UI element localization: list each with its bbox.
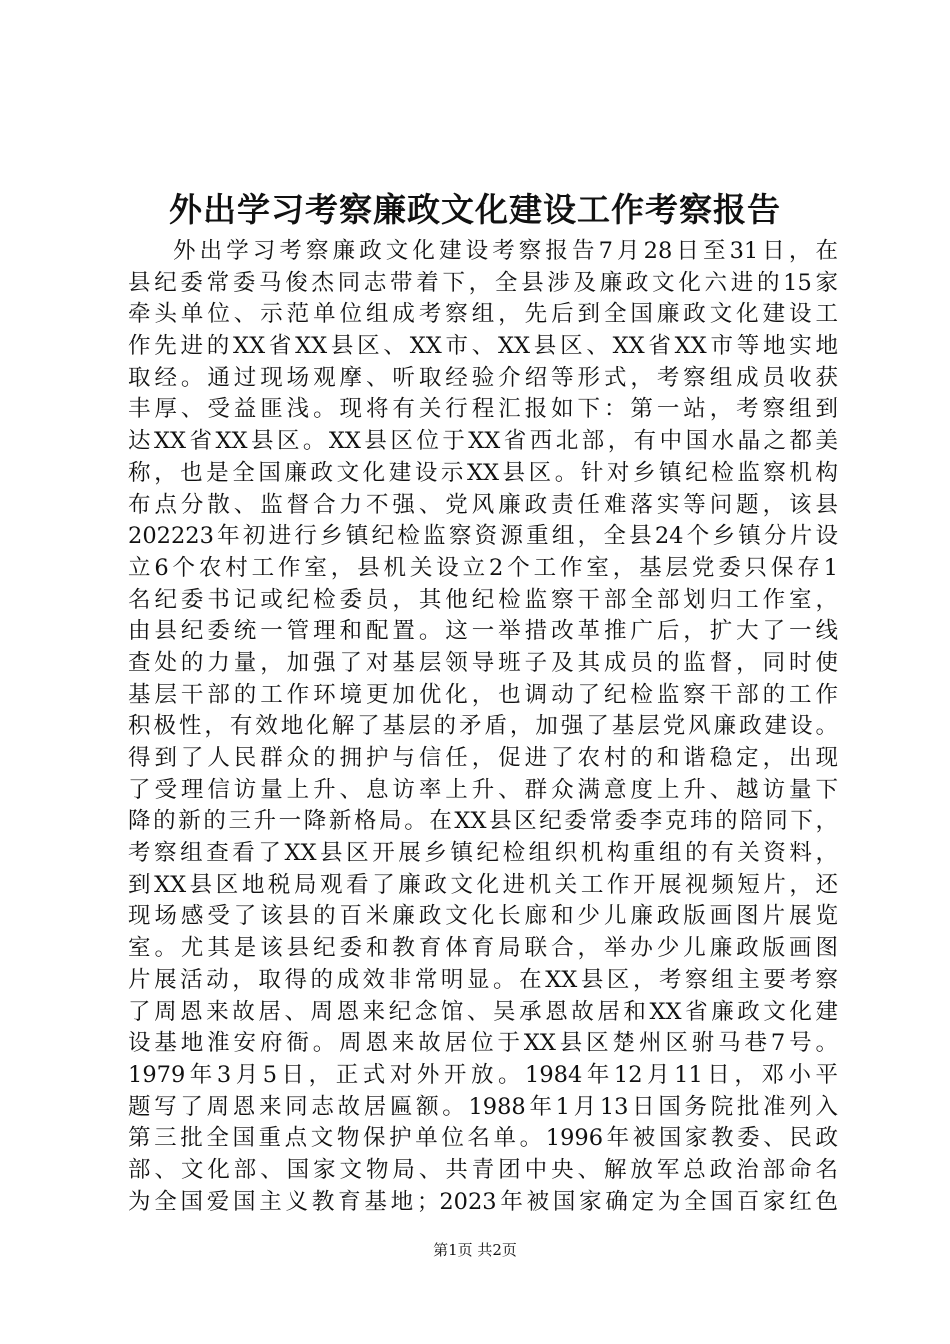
body-line: 基层干部的工作环境更加优化，也调动了纪检监察干部的工作 — [128, 681, 838, 708]
body-line: 1979年3月5日，正式对外开放。1984年12月11日，邓小平 — [128, 1061, 838, 1088]
document-title: 外出学习考察廉政文化建设工作考察报告 — [169, 190, 781, 229]
body-line: 县纪委常委马俊杰同志带着下，全县涉及廉政文化六进的15家 — [128, 269, 838, 296]
body-line: 积极性，有效地化解了基层的矛盾，加强了基层党风廉政建设。 — [128, 713, 838, 740]
body-line: 设基地淮安府衙。周恩来故居位于XX县区楚州区驸马巷7号。 — [128, 1030, 838, 1057]
body-line: 丰厚、受益匪浅。现将有关行程汇报如下：第一站，考察组到 — [128, 396, 838, 423]
document-body — [128, 236, 838, 1218]
body-line: 立6个农村工作室，县机关设立2个工作室，基层党委只保存1 — [128, 554, 838, 581]
body-line: 了受理信访量上升、息访率上升、群众满意度上升、越访量下 — [128, 776, 838, 803]
body-line: 为全国爱国主义教育基地；2023年被国家确定为全国百家红色 — [128, 1188, 838, 1215]
body-line: 题写了周恩来同志故居匾额。1988年1月13日国务院批准列入 — [128, 1093, 838, 1120]
page-number-footer: 第1页 共2页 — [433, 1241, 517, 1259]
body-line: 牵头单位、示范单位组成考察组，先后到全国廉政文化建设工 — [128, 301, 838, 328]
body-line: 现场感受了该县的百米廉政文化长廊和少儿廉政版画图片展览 — [128, 903, 838, 930]
body-line: 名纪委书记或纪检委员，其他纪检监察干部全部划归工作室， — [128, 586, 838, 613]
body-line: 室。尤其是该县纪委和教育体育局联合，举办少儿廉政版画图 — [128, 935, 838, 962]
body-line: 查处的力量，加强了对基层领导班子及其成员的监督，同时使 — [128, 649, 838, 676]
body-line: 第三批全国重点文物保护单位名单。1996年被国家教委、民政 — [128, 1125, 838, 1152]
body-line: 作先进的XX省XX县区、XX市、XX县区、XX省XX市等地实地 — [128, 333, 838, 360]
body-line: 了周恩来故居、周恩来纪念馆、吴承恩故居和XX省廉政文化建 — [128, 998, 838, 1025]
body-line: 片展活动，取得的成效非常明显。在XX县区，考察组主要考察 — [128, 966, 838, 993]
body-line: 考察组查看了XX县区开展乡镇纪检组织机构重组的有关资料， — [128, 840, 838, 867]
body-line: 由县纪委统一管理和配置。这一举措改革推广后，扩大了一线 — [128, 618, 838, 645]
body-line: 达XX省XX县区。XX县区位于XX省西北部，有中国水晶之都美 — [128, 428, 838, 455]
body-line: 得到了人民群众的拥护与信任，促进了农村的和谐稳定，出现 — [128, 745, 838, 771]
body-line: 称，也是全国廉政文化建设示XX县区。针对乡镇纪检监察机构 — [128, 459, 838, 486]
body-line: 部、文化部、国家文物局、共青团中央、解放军总政治部命名 — [128, 1156, 838, 1183]
body-line: 降的新的三升一降新格局。在XX县区纪委常委李克玮的陪同下， — [128, 808, 838, 835]
body-line: 取经。通过现场观摩、听取经验介绍等形式，考察组成员收获 — [128, 364, 838, 391]
body-line: 布点分散、监督合力不强、党风廉政责任难落实等问题，该县 — [128, 491, 838, 518]
body-line: 外出学习考察廉政文化建设考察报告7月28日至31日，在 — [173, 238, 838, 264]
body-line: 202223年初进行乡镇纪检监察资源重组，全县24个乡镇分片设 — [128, 523, 838, 550]
body-line: 到XX县区地税局观看了廉政文化进机关工作开展视频短片，还 — [128, 871, 838, 898]
